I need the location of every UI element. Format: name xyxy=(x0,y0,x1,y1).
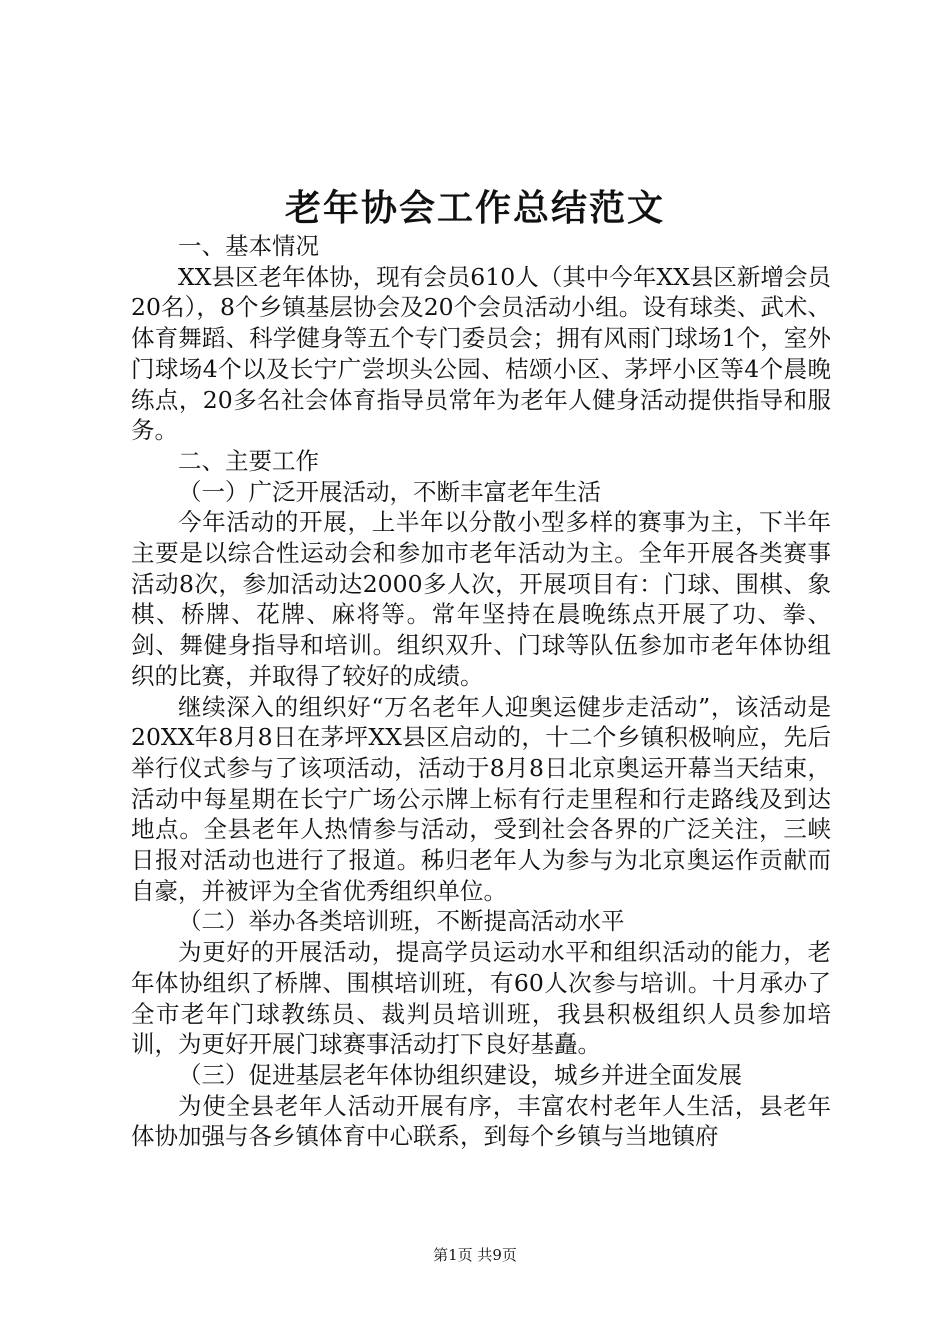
paragraph: 继续深入的组织好“万名老年人迎奥运健步走活动”，该活动是20XX年8月8日在茅坪XX县区启动的，十二个乡镇积极响应，先后举行仪式参与了该项活动，活动于8月8日北京奥运开幕当天结束，活动中每星期在长宁广场公示牌上标有行走里程和行走路线及到达地点。全县老年人热情参与活动，受到社会各界的广泛关注，三峡日报对活动也进行了报道。秭归老年人为参与为北京奥运作贡献而自豪，并被评为全省优秀组织单位。 xyxy=(131,692,831,905)
subsection-heading: （一）广泛开展活动，不断丰富老年生活 xyxy=(178,477,601,506)
section-heading-main-work: 二、主要工作 xyxy=(178,446,319,475)
paragraph: 为使全县老年人活动开展有序，丰富农村老年人生活，县老年体协加强与各乡镇体育中心联系，到每个乡镇与当地镇府 xyxy=(131,1091,831,1151)
page-footer: 第1页 共9页 xyxy=(433,1246,517,1264)
section-heading-basic: 一、基本情况 xyxy=(178,232,319,260)
document-title: 老年协会工作总结范文 xyxy=(284,187,665,229)
paragraph: 今年活动的开展，上半年以分散小型多样的赛事为主，下半年主要是以综合性运动会和参加市老年活动为主。全年开展各类赛事活动8次，参加活动达2000多人次，开展项目有：门球、围棋、象棋、桥牌、花牌、麻将等。常年坚持在晨晚练点开展了功、拳、剑、舞健身指导和培训。组织双升、门球等队伍参加市老年体协组织的比赛，并取得了较好的成绩。 xyxy=(131,508,831,690)
subsection-heading: （三）促进基层老年体协组织建设，城乡并进全面发展 xyxy=(178,1060,742,1089)
paragraph: XX县区老年体协，现有会员610人（其中今年XX县区新增会员20名），8个乡镇基层协会及20个会员活动小组。设有球类、武术、体育舞蹈、科学健身等五个专门委员会；拥有风雨门球场1个，室外门球场4个以及长宁广尝坝头公园、桔颂小区、茅坪小区等4个晨晚练点，20多名社会体育指导员常年为老年人健身活动提供指导和服务。 xyxy=(131,262,831,445)
subsection-heading: （二）举办各类培训班，不断提高活动水平 xyxy=(178,907,625,936)
paragraph: 为更好的开展活动，提高学员运动水平和组织活动的能力，老年体协组织了桥牌、围棋培训班，有60人次参与培训。十月承办了全市老年门球教练员、裁判员培训班，我县积极组织人员参加培训，为更好开展门球赛事活动打下良好基矗。 xyxy=(131,938,831,1059)
document-body xyxy=(131,231,831,1152)
